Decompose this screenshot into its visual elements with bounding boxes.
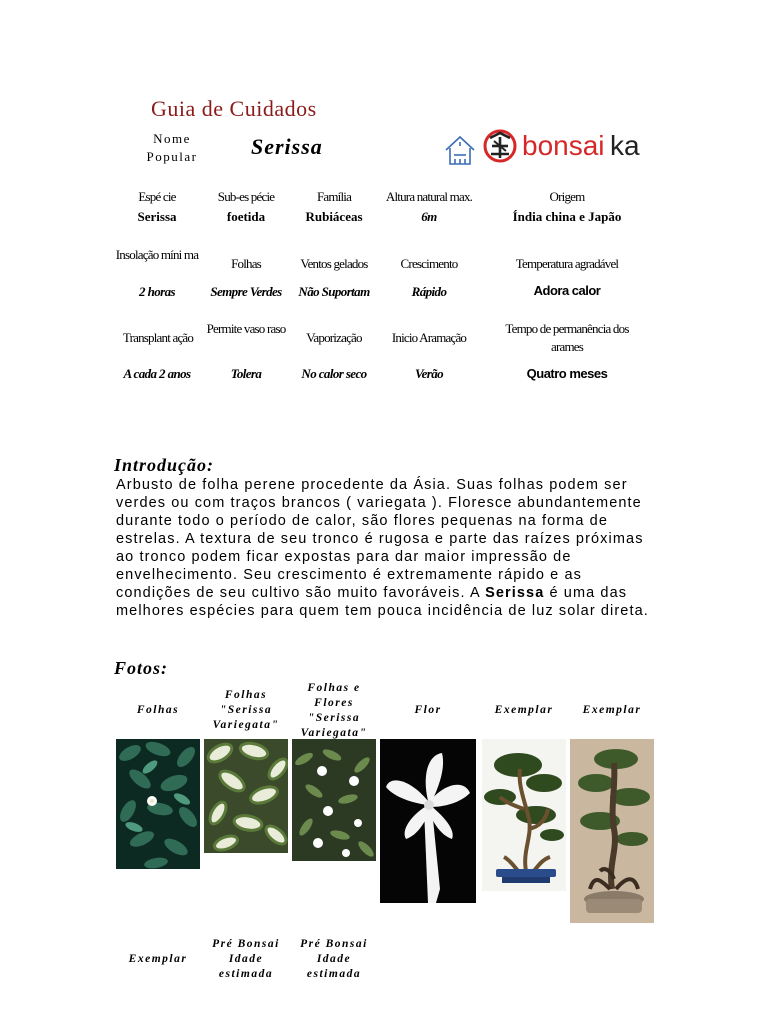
photo-caption: Folhas — [136, 704, 180, 716]
photo-caption: Folhas "Serissa Variegata" — [212, 689, 280, 731]
table-value: Verão — [414, 366, 444, 381]
table-value: foetida — [226, 209, 266, 224]
table-header: Insolação míni ma — [115, 247, 199, 262]
popular-label-line2: Popular — [146, 149, 198, 164]
photo-caption: Exemplar — [494, 704, 554, 716]
table-value: Adora calor — [533, 283, 601, 298]
table-value: Tolera — [230, 366, 262, 381]
photo-exemplar-image — [482, 739, 566, 891]
table-header: Ventos gelados — [300, 256, 368, 271]
table-header: Crescimento — [400, 256, 458, 271]
intro-text-after: é uma das melhores espécies para quem tem pouca incidência de luz solar direta. — [116, 585, 649, 619]
logo-text-bonsai: bonsai — [522, 130, 605, 161]
photo-variegata-image — [204, 739, 288, 853]
table-value: 6m — [421, 209, 437, 224]
photo-caption: Pré Bonsai Idade estimada — [212, 938, 280, 980]
logo-text-ka: ka — [610, 130, 640, 161]
table-header: Permite vaso raso — [206, 321, 286, 336]
table-header: Vaporização — [306, 330, 362, 345]
intro-paragraph — [116, 476, 656, 620]
table-header: Sub-es pécie — [217, 189, 275, 204]
table-value: Sempre Verdes — [210, 284, 282, 299]
table-value: Serissa — [137, 209, 177, 224]
table-value: 2 horas — [139, 284, 175, 299]
photo-caption: Flor — [414, 704, 442, 716]
photo-flower-image — [380, 739, 476, 903]
table-value: Rápido — [411, 284, 447, 299]
photo-caption: Pré Bonsai Idade estimada — [300, 938, 368, 980]
table-header: Inicio Aramação — [391, 330, 467, 345]
photo-caption: Exemplar — [128, 953, 188, 965]
popular-name-label — [140, 130, 204, 166]
intro-text-before: Arbusto de folha perene procedente da Ásia. Suas folhas podem ser verdes ou com traços brancos ( variegata ). Floresce abundantemente durante todo o período de calor, são flores pequenas na forma de estrelas. A textura de seu tronco é rugosa e parte das raízes próximas ao tronco podem ficar expostas para dar maior impressão de envelhecimento. Seu crescimento é extremamente rápido e as condições de seu cultivo são muito favoráveis. A — [116, 477, 644, 601]
table-header: Origem — [549, 189, 585, 204]
table-header: Transplant ação — [122, 330, 194, 345]
table-value: Quatro meses — [526, 366, 608, 381]
intro-highlight: Serissa — [485, 585, 545, 601]
table-value: Rubiáceas — [305, 209, 363, 224]
table-header: Família — [316, 189, 352, 204]
page-title: Guia de Cuidados — [151, 96, 317, 121]
table-header: Temperatura agradável — [515, 256, 619, 271]
table-header: Folhas — [231, 256, 261, 271]
popular-name-value: Serissa — [251, 134, 323, 159]
table-value: A cada 2 anos — [123, 366, 191, 381]
table-header: Altura natural max. — [385, 189, 473, 204]
intro-heading: Introdução: — [114, 455, 215, 475]
table-value: Índia china e Japão — [512, 209, 622, 224]
photo-exemplar-2-image — [570, 739, 654, 923]
bonsai-ka-logo — [444, 124, 658, 170]
table-header: Tempo de permanência dos arames — [505, 321, 629, 354]
photo-variegata-flowers-image — [292, 739, 376, 861]
table-value: No calor seco — [301, 366, 367, 381]
photo-caption: Exemplar — [582, 704, 642, 716]
photos-heading: Fotos: — [114, 658, 169, 678]
table-value: Não Suportam — [298, 284, 370, 299]
table-header: Espé cie — [138, 189, 176, 204]
popular-label-line1: Nome — [153, 131, 191, 146]
photo-leaves-image — [116, 739, 200, 869]
photo-caption: Folhas e Flores "Serissa Variegata" — [300, 682, 368, 739]
